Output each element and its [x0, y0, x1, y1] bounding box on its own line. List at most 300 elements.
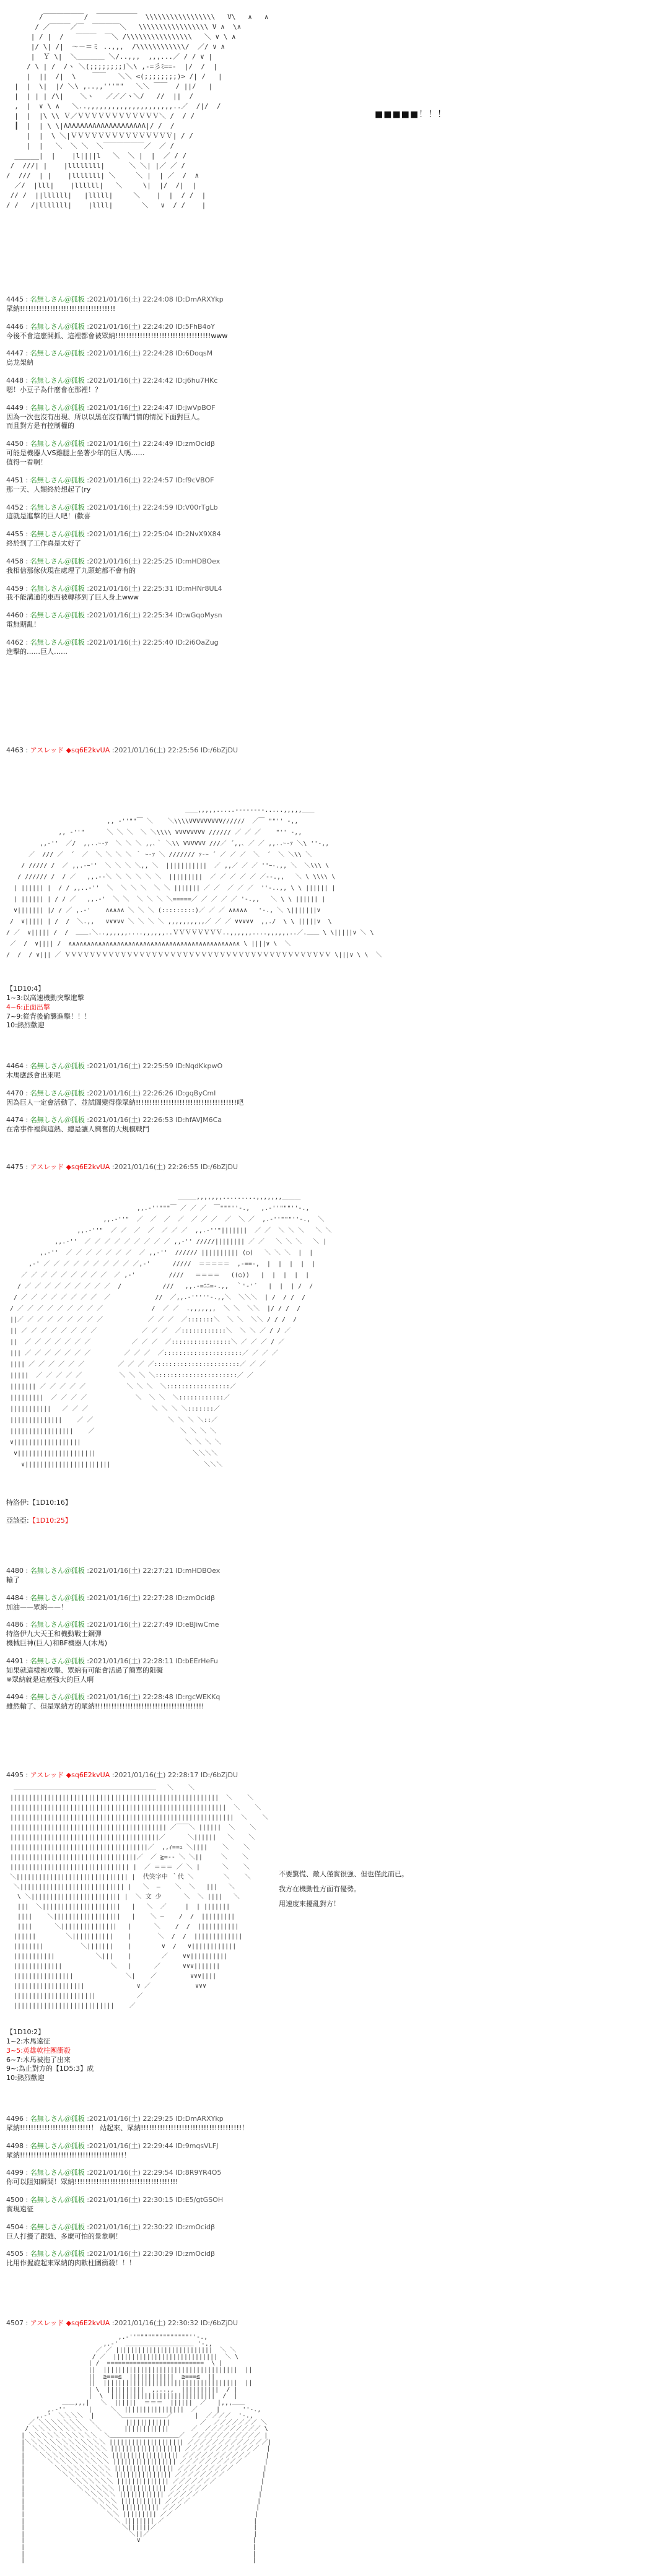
post-date: :2021/01/16(土) 22:26:26 [87, 1089, 173, 1097]
post-num[interactable]: 4445 [6, 295, 24, 303]
ascii-line: ,.-' ＼＼＼＼ | ＼＿＿＿＿＿＿＿／ | ／／／／ '-., [6, 2413, 253, 2420]
ascii-line: ||||||||||| ／ ／ ／ ＼ ＼ ＼ ＼:::::::／ [6, 1406, 220, 1412]
ascii-line: |||||||||||||||||||||||||||||||||||||||||||||||||||||||||| ＼ ＼ [6, 1804, 261, 1811]
ascii-line: || ／ ／ ／ ／ ／ ／ ／ ／ ／ ／ ／ ／::::::::::::＼ ＼ ＼ ／ / / ／ [6, 1328, 291, 1334]
ascii-line: / ／ |||||||||||||||||||||||||||| ＼ \ [6, 2353, 239, 2361]
post-id: ID:zmOcidβ [175, 2222, 215, 2231]
post-id: ID:mHDBOex [175, 1567, 221, 1575]
ascii-line: \ ＼|||||||||||||||||||||||| | ＼ 文 少 ＼ ＼ |||| ＼ [6, 1894, 240, 1900]
ascii-line: | ＼＼＼＼＼ |||||||||||| ／／／／／ | [6, 2491, 263, 2499]
ascii-line: ||||||||||||||||| ／ ＼ ＼ ＼ ＼ [6, 1428, 216, 1435]
post-date: :2021/01/16(土) 22:26:53 [87, 1116, 173, 1125]
post [6, 476, 626, 495]
post-num[interactable]: 4484 [6, 1593, 24, 1602]
ascii-line: |||||||||||||||||||||||||||||||||||||||||| ／￣￣＼ |||||| ＼ ＼ [6, 1824, 256, 1831]
ascii-art-pilot [6, 1783, 273, 2019]
ascii-line: | | \| |/ ＼\ ,..,,'''"" ＼＼ ￣￣ / ||/ | [6, 82, 213, 90]
post-date: :2021/01/16(土) 22:24:42 [87, 376, 173, 385]
post-date: :2021/01/16(土) 22:28:11 [87, 1656, 173, 1665]
post-date: :2021/01/16(土) 22:25:34 [87, 611, 173, 620]
post-name: 名無しさん＠狐板 [30, 611, 85, 620]
ascii-line: ||||||||||| ＼||| | ／ ∨∨|||||||||| [6, 1953, 228, 1960]
post-id: ID:bEErHeFu [175, 1656, 218, 1665]
post [6, 2169, 626, 2187]
post-header: 4486 : 名無しさん＠狐板 :2021/01/16(土) 22:27:49 ID:eBJiwCme [6, 1621, 219, 1629]
roll-value-achaea: 【1D10:25】 [28, 1516, 72, 1525]
post-id: ID:DmARXYkp [175, 295, 224, 303]
post-num[interactable]: 4491 [6, 1656, 24, 1665]
vote-option: 1~3:以高速機動突擊進擊 [6, 993, 84, 1002]
post-date: :2021/01/16(土) 22:28:48 [87, 1693, 173, 1702]
ascii-line: ||／ ／ ／ ／ ／ ／ ／ ／ ／ ／ ／ ／ ／:::::::＼ ＼ ＼ ＼＼ / / / / [6, 1316, 297, 1323]
ascii-line: | ＼＼＼＼＼＼＼＼ ||||||||||||||| ／／／／／／／／ | [6, 2471, 266, 2479]
ascii-line: ||||||||||||||||||| ∨ ／ ∨∨∨ [6, 1983, 207, 1990]
ascii-line: | \ |||||||||||||||||||||||||||| / | [6, 2393, 238, 2400]
ascii-line: | ＼＼＼＼＼＼＼＼＼ |||||||||||||||| ／／／／／／／／／ | [6, 2465, 267, 2472]
post [6, 1089, 626, 1108]
post-num[interactable]: 4447 [6, 349, 24, 358]
post-body: 在常事件裡與這熱、總是讓人興奮的大規模戰鬥 [6, 1125, 149, 1134]
ascii-line: | | | | /\| ＼ヽ ／／／ヽ＼/ // || / [6, 92, 194, 100]
post-body: 電無期亂！ [6, 620, 40, 629]
post-num[interactable]: 4500 [6, 2196, 24, 2204]
post-id: ID:8R9YR4O5 [175, 2169, 222, 2177]
vote-option: 10:熱烈歡迎 [6, 1021, 45, 1030]
ascii-line: ＿＿,,,,,.....--------.....,,,,,＿＿ [6, 807, 315, 814]
ellipsis-text: ■■■■■！！！ [375, 110, 447, 120]
post [6, 1062, 626, 1081]
post-name: 名無しさん＠狐板 [30, 2222, 85, 2231]
post-date: :2021/01/16(土) 22:24:49 [87, 440, 173, 448]
vote-option: 10:熱烈歡迎 [6, 2074, 45, 2082]
post [6, 2142, 626, 2160]
post-header: 4455 : 名無しさん＠狐板 :2021/01/16(土) 22:25:04 ID:2NvX9X84 [6, 530, 221, 539]
dice-rolls: 特洛伊:【1D10:16】 亞該亞:【1D10:25】 [6, 1499, 72, 1525]
ascii-line: ,,.-'' ／ ／ ／ ／ ／ ／ ／ ／ ／ ,,-'' /////|||||||| ／ ／ ＼ ＼ ＼ ＼ | [6, 1238, 327, 1245]
post-date: :2021/01/16(土) 22:25:40 [87, 638, 173, 646]
ascii-line: |||| ＼||||||||||||||| | ＼ / / ||||||||||| [6, 1923, 239, 1930]
post-id: ID:mHDBOex [175, 557, 221, 565]
ascii-line: | / | / ￣￣￣ ￣＼ /\\\\\\\\\\\\\\\\ ＼ ∨ \ ∧ [6, 33, 236, 41]
ascii-line: / ／ ∨||||| / / ＿＿.＼..,,,,,,....,,,,,,..ＶＶＶＶＶＶＶＶ..,,,,,,....,,,,,,..／.＿＿ \ \|||||∨ ＼ \ [6, 929, 374, 936]
post-body: 眾納!!!!!!!!!!!!!!!!!!!!!!!!!!！ 站起來、眾納!!!!!!!!!!!!!!!!!!!!!!!!!!!!!!!!!!!!!！ [6, 2123, 249, 2132]
post-num[interactable]: 4496 [6, 2115, 24, 2123]
post-id: ID:wGqoMysn [175, 611, 222, 620]
ascii-line: | | [6, 2550, 256, 2557]
post-id: ID:mHNr8UL4 [175, 584, 222, 593]
ascii-art-robot-bust [6, 2334, 465, 2570]
op-post-header-3: 4495 : アスレッド ◆sq6E2kvUA :2021/01/16(土) 22:28:17 ID:/6bZjDU [6, 1771, 238, 1779]
post-header: 4458 : 名無しさん＠狐板 :2021/01/16(土) 22:25:25 ID:mHDBOex [6, 557, 221, 565]
post-date: :2021/01/16(土) 22:24:28 [87, 349, 173, 358]
ascii-line: ||||| ／ ／ ／ ／ ／ ＼ ＼ ＼ ＼::::::::::::::::::::::／ ／ [6, 1372, 253, 1379]
ascii-line: |||||||||||||||||||||||||||||||||||||／ ,,ｨ==ｭ ＼|||| ＼ ＼ [6, 1844, 250, 1851]
post-num[interactable]: 4499 [6, 2169, 24, 2177]
post-num[interactable]: 4480 [6, 1567, 24, 1575]
post-id: ID:gqByCmI [175, 1089, 216, 1097]
vote-option: 6~7:木馬被拖了出來 [6, 2055, 71, 2064]
post-num[interactable]: 4452 [6, 503, 24, 511]
post-header: 4500 : 名無しさん＠狐板 :2021/01/16(土) 22:30:15 ID:E5/gtGSOH [6, 2196, 224, 2204]
ascii-line: ||||||||||||||||||||||||||||||||||／ ／ ≧=-- ＼ ＼|| ＼ ＼ [6, 1854, 249, 1861]
post [6, 611, 626, 630]
ascii-line: |||| ／ ／ ／ ／ ／ ／ ／ ／ ／ ／:::::::::::::::::::::::／ ／ ／ [6, 1361, 266, 1368]
op-post-header-1: 4463 : アスレッド ◆sq6E2kvUA :2021/01/16(土) 22:25:56 ID:/6bZjDU [6, 746, 238, 754]
post-num[interactable]: 4451 [6, 476, 24, 484]
ascii-line: | |||||| | / / ／ ,,.-' ＼ ＼ ＼ ＼ ＼ ＼=====／ ／ ／ ／ ／ '-.,, ＼ \ \ |||||| | [6, 896, 326, 903]
post-date: :2021/01/16(土) 22:24:20 [87, 322, 173, 331]
post-name: 名無しさん＠狐板 [30, 530, 85, 539]
post-header: 4504 : 名無しさん＠狐板 :2021/01/16(土) 22:30:22 ID:zmOcidβ [6, 2222, 215, 2231]
post-id: ID:6DoqsM [175, 349, 213, 358]
post-id: ID:9mqsVLFJ [175, 2141, 219, 2150]
ascii-line: ／/ |lll| |llllll| ＼ \| |/ /| | [6, 181, 196, 189]
ascii-line: | |||||| | / / ,,..-'' ＼ ＼ ＼ ＼ ＼ ＼ ||||||| ／ ／ ／ ／ ／ ''-..,, \ \ |||||| | [6, 885, 336, 892]
dice-result: 【1D10:2】 [6, 2028, 45, 2036]
ascii-line: |/ \| /| ～－＝ミ ..,,, /\\\\\\\\\\\\/ ／/ ∨ ∧ [6, 43, 225, 51]
post-date: :2021/01/16(土) 22:25:59 [87, 1062, 173, 1070]
ascii-line: ||||||||| ／ ／ ／ ／ ＼ ＼ ＼ ＼::::::::::::／ [6, 1395, 230, 1401]
dice-vote-2 [6, 2028, 626, 2083]
ascii-line: ,, -''""￣ ＼ ＼\\\\VVVVVVVVV////// ／￣ ""'' -,, [6, 818, 299, 825]
ascii-line: ∨||||||||||||||||||||| ＼＼＼＼ [6, 1450, 218, 1457]
post-header: 4505 : 名無しさん＠狐板 :2021/01/16(土) 22:30:29 ID:zmOcidβ [6, 2250, 215, 2258]
post [6, 2196, 626, 2214]
post-body: 這就是進擊的巨人吧！(歡喜 [6, 512, 91, 521]
post-header: 4445 : 名無しさん＠狐板 :2021/01/16(土) 22:24:08 ID:DmARXYkp [6, 295, 224, 303]
ascii-line: | ＼＼＼＼＼＼＼＼＼＼＼＼ ||||||||||||||||||| ／／／／／／／／／／／／ | [6, 2445, 271, 2453]
ascii-line: |||||||||||||||||||||| ／ [6, 1993, 143, 1999]
ascii-line: || |||||||||||||||||||||||||||||||||||| || [6, 2366, 253, 2374]
post-body: 輸了 [6, 1575, 20, 1584]
post-name: 名無しさん＠狐板 [30, 2115, 85, 2123]
post [6, 1693, 626, 1712]
post-name: 名無しさん＠狐板 [30, 1621, 85, 1629]
post-header: 4491 : 名無しさん＠狐板 :2021/01/16(土) 22:28:11 ID:bEErHeFu [6, 1656, 218, 1665]
post-date: :2021/01/16(土) 22:27:49 [87, 1621, 173, 1629]
post-id: ID:jwVpBOF [175, 403, 216, 412]
post-num[interactable]: 4505 [6, 2250, 24, 2258]
narration-line: 不要驚慌、敵人僅實很強、但也僅此而已。 [279, 1870, 408, 1878]
ascii-line: | ＼＼＼＼＼＼＼＼＼＼ ||||||||||||||||| ／／／／／／／／／／ | [6, 2458, 268, 2466]
post-num[interactable]: 4462 [6, 638, 24, 646]
ascii-line: ／ ＼＼＼＼＼＼＼ ＼ |||||||||||| ／ ／／／／／／／ ＼ [6, 2419, 267, 2426]
ascii-line: | \ |||||||||| ,,..,, |||||||||| / | [6, 2386, 238, 2393]
post-header: 4474 : 名無しさん＠狐板 :2021/01/16(土) 22:26:53 ID:hfAVJM6Ca [6, 1116, 222, 1125]
post-name: 名無しさん＠狐板 [30, 2169, 85, 2177]
post-body: 因為巨人一定會活動了、並試圖變得像眾納!!!!!!!!!!!!!!!!!!!!!!!!!!!!!!!!!!!!!吧 [6, 1098, 244, 1107]
post-num[interactable]: 4458 [6, 557, 24, 565]
post-body: 如果就這樣被攻擊、眾納有可能會活過了簡單的阻礙 ※眾納就是這麼強大的巨人啊 [6, 1666, 163, 1684]
post [6, 404, 626, 432]
ascii-line: | ＼＼＼ |||||||||| ／／／ | [6, 2504, 260, 2512]
post-name: 名無しさん＠狐板 [30, 2196, 85, 2204]
post-name: 名無しさん＠狐板 [30, 440, 85, 448]
post-header: 4459 : 名無しさん＠狐板 :2021/01/16(土) 22:25:31 ID:mHNr8UL4 [6, 584, 222, 593]
post [6, 1567, 626, 1585]
post-body: 你可以阻知瞬間！眾納!!!!!!!!!!!!!!!!!!!!!!!!!!!!!!!!!!!!!! [6, 2178, 178, 2187]
post-date: :2021/01/16(土) 22:24:08 [87, 295, 173, 303]
ascii-line: | ＼||／ | [6, 2530, 258, 2538]
post [6, 585, 626, 603]
post-date: :2021/01/16(土) 22:25:31 [87, 584, 173, 593]
post-body: 特洛伊九大天王和機動戰士鋼彈 機械巨神(巨人)和BF機器人(木馬) [6, 1630, 108, 1648]
ascii-line: |||||||||||||||||||||||||||||||||||||||||||||||||||||||| ＼ ＼ [6, 1795, 254, 1801]
vote-option: 7~9:從背後偷襲進擊！！！ [6, 1012, 91, 1020]
post-date: :2021/01/16(土) 22:29:25 [87, 2115, 173, 2123]
post [6, 557, 626, 576]
post-body: 加油——眾納——！ [6, 1603, 68, 1611]
ascii-line: | || /| \ ￣￣ ＼＼ <(;;;;;;;;)> /| / | [6, 72, 222, 80]
post-date: :2021/01/16(土) 22:24:57 [87, 476, 173, 484]
vote-option: 4~6:正面出擊 [6, 1003, 50, 1011]
ascii-line: | ＼＼＼＼ ||||||||||| ／／／／ | [6, 2497, 261, 2505]
post-id: ID:2i6OaZug [175, 638, 219, 646]
post-num[interactable]: 4450 [6, 440, 24, 448]
post-name: 名無しさん＠狐板 [30, 503, 85, 511]
ascii-line: ||| ／ ／ ／ ／ ／ ／ ／ ／ ／ ／ ／:::::::::::::::::::::／ ／ ／ ／ [6, 1350, 278, 1357]
ascii-line: ,.-' ＿＿＿＿＿＿＿＿＿＿＿ '-., [6, 2340, 212, 2348]
ascii-line: ＼|||||||||||||||||||||||||||| | ＼ ― ＼ ＼ ||| ＼ [6, 1884, 235, 1891]
post-date: :2021/01/16(土) 22:29:44 [87, 2141, 173, 2150]
post-id: ID:j6hu7HKc [175, 376, 218, 385]
post-name: 名無しさん＠狐板 [30, 1693, 85, 1702]
post [6, 2250, 626, 2268]
ascii-line: |||||||||||||||||||||||||||||||| | ／ ＝＝＝ ／ ＼ | ＼ ＼ [6, 1864, 250, 1871]
posts-group-c [6, 1567, 626, 1720]
post-body: 烏龙架納 [6, 359, 33, 367]
ascii-line: | ＼＼＼＼＼＼ ||||||||||||| ／／／／／／ | [6, 2484, 264, 2492]
ascii-line: ||||||| ／ ／ ／ ／ ／ ＼ ＼ ＼ ＼:::::::::::::::::／ [6, 1383, 236, 1390]
narration-text [279, 1867, 527, 1912]
ascii-line: |||||||||||||||| ＼| ／ ∨∨∨|||| [6, 1973, 217, 1980]
post-body: 雖然輸了、但是眾納方的眾納!!!!!!!!!!!!!!!!!!!!!!!!!!!!!!!!!!!!!!!! [6, 1702, 204, 1711]
dice-vote-1 [6, 985, 626, 1030]
ascii-line: | ＼＼＼＼＼＼＼＼＼＼＼ |||||||||||||||||| ／／／／／／／／／／／ | [6, 2452, 269, 2459]
ascii-line: / ＼＼＼＼＼＼＼＼＼ ＼ |||||||||||| ／ ／／／／／／／／／ \ [6, 2426, 268, 2433]
post-body: 巨人打擾了跟隨、多麼可怕的景象啊！ [6, 2232, 122, 2240]
ascii-line: ＼|||||||||||||||||||||||||||||| | 代笑字中 ｀代 ＼ ＼ ＼ [6, 1874, 251, 1881]
post-header: 4496 : 名無しさん＠狐板 :2021/01/16(土) 22:29:25 ID:DmARXYkp [6, 2115, 224, 2123]
post-name: 名無しさん＠狐板 [30, 349, 85, 358]
post-body: 進擊的……巨人…… [6, 647, 68, 656]
ascii-line: ／ ／ ／ ／ ／ ／ ／ ／ ／ ／ ,-' //// ＝＝＝＝ ((○)) | | | | | [6, 1272, 310, 1279]
ascii-line: ＿＿＿＿＿＿＿＿＿＿＿＿＿＿＿＿＿＿＿＿＿＿＿ ＼ ＼ [6, 1785, 195, 1791]
ascii-line: / ／ ／ ／ ／ ／ ／ ／ ／ ／ / ／ ／ .,,,,,,, ＼ ＼ ＼＼ |/ / / / [6, 1305, 301, 1312]
post-num[interactable]: 4449 [6, 403, 24, 412]
ascii-line: ||||||||||||| ＼ | ／ ∨∨∨||||||| [6, 1963, 221, 1970]
post-header: 4451 : 名無しさん＠狐板 :2021/01/16(土) 22:24:57 ID:f9cVBOF [6, 476, 214, 484]
post-id: ID:zmOcidβ [175, 2250, 215, 2258]
post-id: ID:5FhB4oY [175, 322, 216, 331]
ascii-line: / ///// / ／ ,,.-ｰ'' ＼ ＼ ＼ ＼,, ＼ ||||||||||| ／ ,,／ ／ ／ ''ｰ-.,, ＼ ＼\\\ \ [6, 863, 330, 869]
post-body: 我不能溝通的東西被轉移到了巨人身上www [6, 593, 139, 602]
post-name: 名無しさん＠狐板 [30, 295, 85, 303]
post-num[interactable]: 4474 [6, 1116, 24, 1125]
post-header: 4450 : 名無しさん＠狐板 :2021/01/16(土) 22:24:49 ID:zmOcidβ [6, 440, 215, 448]
ascii-line: | ＼＼＼＼＼＼＼＼＼＼＼ ＼＿＿＿＿＿＿＿＿＿＿＿／ ／／／／／／／／／／／ | [6, 2432, 268, 2439]
post-header: 4446 : 名無しさん＠狐板 :2021/01/16(土) 22:24:20 ID:5FhB4oY [6, 322, 216, 331]
post-id: ID:V00rTgLb [175, 503, 218, 511]
post-name: 名無しさん＠狐板 [30, 557, 85, 565]
ascii-line: / / / ∨||| ／ ＶＶＶＶＶＶＶＶＶＶＶＶＶＶＶＶＶＶＶＶＶＶＶＶＶＶＶＶＶＶＶＶＶＶＶＶＶＶＶＶＶＶＶ \|||∨ \ \ ＼ [6, 952, 382, 959]
ascii-art-face [6, 12, 378, 217]
post-id: ID:zmOcidβ [175, 440, 215, 448]
ascii-line: | ＼ |||||||| ／ | [6, 2517, 258, 2525]
dice-result: 【1D10:4】 [6, 985, 45, 993]
ascii-line: | | [6, 2544, 256, 2551]
ascii-line: | / ========================== \ | [6, 2360, 223, 2367]
roll-value-trojan: 【1D10:16】 [28, 1499, 72, 1507]
ascii-line: |||||||||||||| ／ ／ ＼ ＼ ＼ ＼::／ [6, 1417, 217, 1424]
post-num[interactable]: 4455 [6, 530, 24, 539]
post-date: :2021/01/16(土) 22:30:29 [87, 2250, 173, 2258]
post-date: :2021/01/16(土) 22:29:54 [87, 2169, 173, 2177]
post-header: 4464 : 名無しさん＠狐板 :2021/01/16(土) 22:25:59 ID:NqdKkpwO [6, 1062, 223, 1070]
post-name: 名無しさん＠狐板 [30, 2250, 85, 2258]
ascii-line: ||||||||||||||||||||||||||| ／ [6, 2003, 136, 2009]
post-num[interactable]: 4446 [6, 322, 24, 331]
ascii-line: | | ＼ ＼ ＼ ＼￣￣￣￣￣￣／ ／ / [6, 142, 175, 150]
post-num[interactable]: 4460 [6, 611, 24, 620]
ascii-line: ┃ | | \ \|ΛΛΛΛΛΛΛΛΛΛΛΛΛΛΛΛΛΛΛΛ|/ / / [6, 122, 175, 130]
post-num[interactable]: 4486 [6, 1621, 24, 1629]
post-header: 4449 : 名無しさん＠狐板 :2021/01/16(土) 22:24:47 ID:jwVpBOF [6, 403, 216, 412]
post-num[interactable]: 4448 [6, 376, 24, 385]
ascii-line: ／ ／ |||||||||||||||||||||||||| ＼ ＼ [6, 2347, 237, 2354]
post-body: 我相信那傢伙現在處理了九頭蛇都不會有的 [6, 566, 136, 575]
ascii-line: ||| ＼||||||||||||||||||||| | ＼ ／ | | ||||||| [6, 1904, 230, 1910]
post-body: 眾納!!!!!!!!!!!!!!!!!!!!!!!!!!!!!!!!!!!!!!！ [6, 2151, 131, 2159]
post-body: 因為一次也沒有出現、所以以黑在沒有戰鬥情的情況下面對巨人。 而且對方是有控制權的 [6, 412, 204, 430]
post-body: 木馬應該會出來呢 [6, 1071, 61, 1079]
ascii-line: || |||||||||||||||||||||||||||||||||||| || [6, 2380, 253, 2387]
post-body: 可能是機器人VS雞腿上坐著少年的巨人嗎…… 值得一看啊！ [6, 449, 145, 466]
posts-group-b [6, 1062, 626, 1143]
post-num[interactable]: 4498 [6, 2141, 24, 2150]
post [6, 2223, 626, 2242]
ascii-line: , | ∨ \ ∧ ＼..,,,,,,,,,,,,,,,,,,,,,..／ /|/ / [6, 102, 221, 110]
ascii-art-mecha [6, 805, 663, 972]
post-id: ID:rgcWEKKq [175, 1693, 221, 1702]
post-id: ID:eBJiwCme [175, 1621, 219, 1629]
vote-option: 3~5:英雄軟柱團衝殺 [6, 2046, 71, 2055]
post-name: 名無しさん＠狐板 [30, 1116, 85, 1125]
post [6, 1621, 626, 1648]
post-num[interactable]: 4464 [6, 1062, 24, 1070]
ascii-line: ＿＿,,,| ＼ |||||| ＝＝＝ |||||| ／ |,,,＿＿ [6, 2399, 245, 2406]
ascii-line: ,,.-''"""￣ ／ ／ ／ ￣"""''-., ,.-''"""''-., [6, 1205, 310, 1212]
ascii-line: ∨||||||| |/ / ／ ,.-' ∧∧∧∧∧ ＼ ＼ ＼ (:::::::::)／ ／ ／ ∧∧∧∧∧ '-., ＼ \|||||||∨ [6, 907, 321, 914]
post-date: :2021/01/16(土) 22:30:15 [87, 2196, 173, 2204]
ascii-line: ,, -''" ＼ ＼ ＼ ＼ ＼\\\\ VVVVVVVV ////// ／ ／ ／ "'' -,, [6, 829, 302, 836]
vote-option: 9~:為止對方的【1D5:3】成 [6, 2065, 94, 2073]
post-body: 比用作握旋起來眾納的肉軟柱團衝殺！！！ [6, 2259, 136, 2268]
ascii-line: |||||| ＼||||||||||| | ＼ / / ||||||||||||| [6, 1933, 243, 1940]
ascii-line: / ／￣￣￣／￣ ￣￣￣￣＼ \\\\\\\\\\\\\\\\\ V ∧ \∧ [6, 23, 242, 31]
ascii-line: / ////// / / ／ ,,.--＼ ＼ ＼ ＼ ＼ ＼ ||||||||| ／ ／ ／ ／ ／ ／--.,, ＼ \ \\\\ \ [6, 874, 336, 881]
post-date: :2021/01/16(土) 22:24:47 [87, 403, 173, 412]
ascii-line: /￣￣￣￣￣￣/ ￣￣￣￣￣￣ \\\\\\\\\\\\\\\\\ V\ ∧ ∧ [6, 13, 269, 21]
post-name: 名無しさん＠狐板 [30, 476, 85, 484]
post-num[interactable]: 4459 [6, 584, 24, 593]
post-id: ID:zmOcidβ [175, 1593, 215, 1602]
post-name: 名無しさん＠狐板 [30, 2141, 85, 2150]
post [6, 295, 626, 314]
ascii-line: ,.-''""""""""""""""''-., [6, 2334, 208, 2341]
ascii-line: ,.-'' | ＼ |||||||||||||||| ／ | ''-., [6, 2406, 261, 2413]
vote-option: 1~2:木馬遠征 [6, 2037, 50, 2045]
post-body: 終於到了工作真是太好了 [6, 539, 81, 548]
post-header: 4447 : 名無しさん＠狐板 :2021/01/16(土) 22:24:28 ID:6DoqsM [6, 349, 213, 358]
post [6, 376, 626, 395]
ascii-line: / ///| | |llllllll| ＼ ＼| |／ ／ / [6, 162, 186, 170]
post [6, 503, 626, 522]
post-header: 4452 : 名無しさん＠狐板 :2021/01/16(土) 22:24:59 ID:V00rTgLb [6, 503, 218, 511]
ascii-line: | | \ ＼|ＶＶＶＶＶＶＶＶＶＶＶＶＶＶＶ| / / [6, 132, 193, 140]
ascii-line: // / ||llllll| |lllll| ＼ | | / / | [6, 191, 206, 199]
ascii-line: | ∨ | [6, 2537, 256, 2544]
ascii-line: ______| | |l||||l ＼ ＼ | | ／ / / [6, 152, 187, 160]
ascii-line: ／ / ∨|||| / ∧∧∧∧∧∧∧∧∧∧∧∧∧∧∧∧∧∧∧∧∧∧∧∧∧∧∧∧∧∧∧∧∧∧∧∧∧∧∧∧∧∧∧∧∧∧ \ ||||∨ \ ＼ [6, 941, 291, 947]
ascii-line: / \ | / /ヽ ＼(;;;;;;;;)＼\ ,-=彡ﾐ==- |/ / | [6, 63, 217, 71]
post-date: :2021/01/16(土) 22:24:59 [87, 503, 173, 511]
post-header: 4494 : 名無しさん＠狐板 :2021/01/16(土) 22:28:48 ID:rgcWEKKq [6, 1693, 221, 1702]
post-name: 名無しさん＠狐板 [30, 376, 85, 385]
ascii-line: || ≧===≦ |||||||||||| ≧===≦ || [6, 2373, 216, 2380]
ascii-line: / ／ ／ ／ ／ ／ ／ ／ ／ ／ // ／,,.-'''''-.,,＼ ＼＼＼ | / / / / [6, 1294, 306, 1301]
narration-line: 我方在機動性方面有優勢。 [279, 1885, 361, 1893]
post [6, 530, 626, 549]
post-name: 名無しさん＠狐板 [30, 1593, 85, 1602]
ascii-line: / ∨||||| | / / ＼.,, ∨∨∨∨∨ ＼ ＼ ＼ ＼ ,,,,,,,,,,／ ／ ／ ∨∨∨∨∨ ,,./ \ \ |||||∨ \ [6, 918, 332, 925]
ascii-line: ,-' ／ ／ ／ ／ ／ ／ ／ ／ ／ ／,-' ///// ＝＝＝＝＝ ,-==-, | | | | | [6, 1261, 316, 1268]
post-num[interactable]: 4470 [6, 1089, 24, 1097]
ascii-line: | ＼||||||／ | [6, 2524, 258, 2531]
post-header: 4499 : 名無しさん＠狐板 :2021/01/16(土) 22:29:54 ID:8R9YR4O5 [6, 2169, 222, 2177]
post-header: 4498 : 名無しさん＠狐板 :2021/01/16(土) 22:29:44 ID:9mqsVLFJ [6, 2141, 219, 2150]
post-header: 4480 : 名無しさん＠狐板 :2021/01/16(土) 22:27:21 ID:mHDBOex [6, 1567, 221, 1575]
post [6, 1594, 626, 1612]
post-header: 4484 : 名無しさん＠狐板 :2021/01/16(土) 22:27:28 ID:zmOcidβ [6, 1593, 215, 1602]
post-id: ID:hfAVJM6Ca [175, 1116, 222, 1125]
post-id: ID:DmARXYkp [175, 2115, 224, 2123]
post-name: 名無しさん＠狐板 [30, 403, 85, 412]
ascii-line: |||| ＼|||||||||||||||||| | ＼ ― / / ||||||||| [6, 1913, 235, 1920]
post-date: :2021/01/16(土) 22:30:22 [87, 2222, 173, 2231]
ascii-line: |||||||| ＼||||||| | ∨ / ∨|||||||||||| [6, 1943, 237, 1950]
ascii-line: | | |\ \\ Ｖ／ＶＶＶＶＶＶＶＶＶＶＶＶ＼ / / / [6, 112, 195, 120]
ascii-line: / / /|lllllll| |llll| ＼ ∨ / / | [6, 201, 206, 209]
ascii-art-robot-fist [6, 1192, 663, 1489]
post-date: :2021/01/16(土) 22:25:25 [87, 557, 173, 565]
post-num[interactable]: 4494 [6, 1693, 24, 1702]
post-header: 4470 : 名無しさん＠狐板 :2021/01/16(土) 22:26:26 ID:gqByCmI [6, 1089, 216, 1097]
post-id: ID:NqdKkpwO [175, 1062, 223, 1070]
op-post-header-2: 4475 : アスレッド ◆sq6E2kvUA :2021/01/16(土) 22:26:55 ID:/6bZjDU [6, 1163, 238, 1171]
posts-group-a [6, 295, 626, 666]
post-date: :2021/01/16(土) 22:25:04 [87, 530, 173, 539]
ascii-line: ＿＿＿,,,,,,,.........,,,,,,,＿＿＿ [6, 1194, 301, 1201]
post [6, 638, 626, 657]
ascii-line: ,,-'' ／/ ,,..ｰ-ｧ ＼ ＼ ＼ ,,､｀ ＼\\ VVVVVV ///／ ´,,､ ／ ／ ,,..ｰ-ｧ ＼\ ''-,, [6, 840, 330, 847]
post-id: ID:2NvX9X84 [175, 530, 221, 539]
post-num[interactable]: 4504 [6, 2222, 24, 2231]
post [6, 1657, 626, 1685]
op-post-header-4: 4507 : アスレッド ◆sq6E2kvUA :2021/01/16(土) 22:30:32 ID:/6bZjDU [6, 2319, 238, 2327]
ascii-line: |＼＼＼＼＼＼＼＼＼＼＼＼＼ |||||||||||||||||||| ／／／／／／／／／／／／／| [6, 2439, 272, 2446]
post-body: 今後不會這麼開抓、這裡都會被眾納!!!!!!!!!!!!!!!!!!!!!!!!!!!!!!!!!!!www [6, 331, 228, 340]
